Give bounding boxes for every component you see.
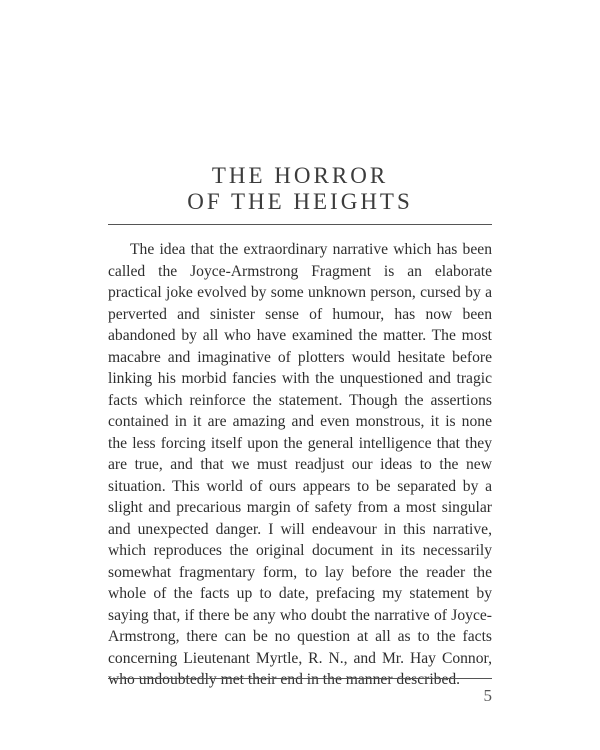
body-paragraph: The idea that the extraordinary narrative which has been called the Joyce-Armstrong Fragment is an elaborate practical joke evolved by some unknown person, cursed by a perverted and sinister sense of humour, has now been abandoned by all who have examined the matter. The most macabre and imaginative of plotters would hesitate before linking his morbid fancies with the unquestioned and tragic facts which reinforce the statement. Though the assertions contained in it are amazing and even monstrous, it is none the less forcing itself upon the general intelligence that they are true, and that we must readjust our ideas to the new situation. This world of ours appears to be separated by a slight and precarious margin of safety from a most singular and unexpected danger. I will endeavour in this narrative, which reproduces the original document in its necessarily somewhat fragmentary form, to lay before the reader the whole of the facts up to date, prefacing my statement by saying that, if there be any who doubt the narrative of Joyce-Armstrong, there can be no question at all as to the facts concerning Lieutenant Myrtle, R. N., and Mr. Hay Connor, who undoubtedly met their end in the manner described. [108, 241, 492, 688]
chapter-title [108, 163, 492, 215]
title-divider [108, 224, 492, 225]
footer-divider [108, 678, 492, 679]
page-number: 5 [483, 686, 492, 705]
chapter-title-line-2: OF THE HEIGHTS [187, 189, 413, 214]
chapter-title-line-1: THE HORROR [211, 163, 389, 188]
